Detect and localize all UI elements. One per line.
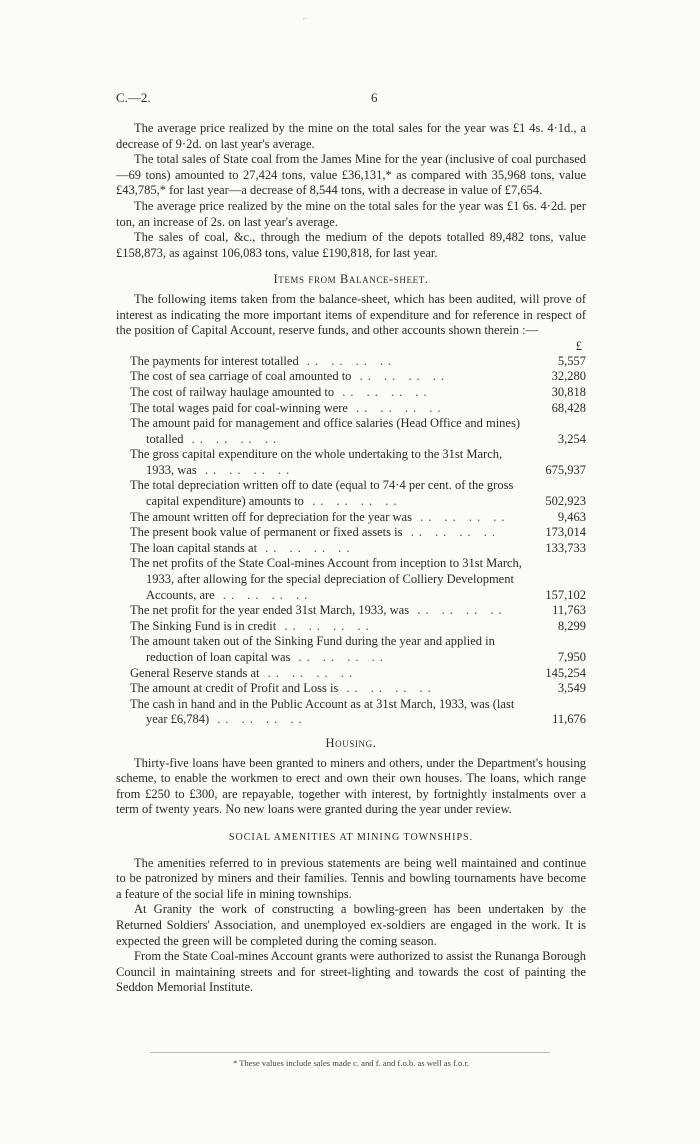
paragraph: The average price realized by the mine on the total sales for the year was £1 6s. 4·2d. per ton, an increase of 2s. on last year's average. bbox=[116, 198, 586, 229]
balance-item bbox=[116, 369, 586, 385]
balance-item-label: The Sinking Fund is in credit .. .. .. .. bbox=[130, 618, 374, 633]
dot-leaders: .. .. .. .. bbox=[276, 618, 374, 633]
dot-leaders: .. .. .. .. bbox=[214, 587, 313, 602]
balance-item bbox=[116, 447, 586, 478]
balance-items-list bbox=[116, 339, 586, 728]
amenities-paragraph: The amenities referred to in previous statements are being well maintained and continue to be patronized by miners and their families. Tennis and bowling tournaments have become a feature of the social life in mining townships. bbox=[116, 855, 586, 901]
balance-item-label: The amount at credit of Profit and Loss is .. .. .. .. bbox=[130, 681, 436, 696]
balance-item-label: The present book value of permanent or fixed assets is .. .. .. .. bbox=[130, 525, 500, 540]
top-mark: ⌐ bbox=[303, 14, 308, 23]
paragraph: The total sales of State coal from the James Mine for the year (inclusive of coal purchased—69 tons) amounted to 27,424 tons, value £36,131,* as compared with 35,968 tons, value £43,785,* for last year—a decrease of 8,544 tons, with a decrease in value of £7,654. bbox=[116, 152, 586, 198]
balance-item bbox=[116, 416, 586, 447]
balance-item bbox=[116, 681, 586, 697]
housing-paragraph: Thirty-five loans have been granted to miners and others, under the Department's housing scheme, to enable the workmen to erect and own their own houses. The loans, which range from £250 to £300, are repayable, together with interest, by fortnightly instalments over a term of twenty years. No new loans were granted during the year under review. bbox=[116, 755, 586, 817]
balance-item-label: The total depreciation written off to date (equal to 74·4 per cent. of the gross capital expenditure) amounts to .. .. .. .. bbox=[130, 478, 514, 509]
amenities-paragraph: From the State Coal-mines Account grants were authorized to assist the Runanga Borough Council in maintaining streets and for street-lighting and towards the cost of painting the Seddon Memorial Institute. bbox=[116, 949, 586, 995]
balance-item bbox=[116, 666, 586, 682]
balance-item-label: The loan capital stands at .. .. .. .. bbox=[130, 540, 355, 555]
paragraph: The average price realized by the mine on the total sales for the year was £1 4s. 4·1d., a decrease of 9·2d. on last year's average. bbox=[116, 121, 586, 151]
balance-item-value: 173,014 bbox=[545, 525, 586, 540]
balance-item-label: The cash in hand and in the Public Account as at 31st March, 1933, was (last year £6,784) .. .. .. .. bbox=[130, 696, 515, 727]
section-heading-housing: Housing. bbox=[325, 735, 377, 750]
balance-item-label: General Reserve stands at .. .. .. .. bbox=[130, 665, 357, 680]
section-heading-amenities: SOCIAL AMENITIES AT MINING TOWNSHIPS. bbox=[228, 831, 474, 843]
balance-item bbox=[116, 510, 586, 526]
dot-leaders: .. .. .. .. bbox=[290, 650, 388, 664]
balance-item-value: 157,102 bbox=[545, 587, 586, 602]
dot-leaders: .. .. .. .. bbox=[259, 665, 357, 680]
balance-item-value: 7,950 bbox=[557, 650, 586, 664]
balance-item bbox=[116, 697, 586, 728]
balance-item-label: The cost of railway haulage amounted to .. .. .. .. bbox=[130, 384, 432, 399]
section-heading-balance: Items from Balance-sheet. bbox=[273, 272, 429, 287]
dot-leaders: .. .. .. .. bbox=[257, 540, 355, 555]
balance-item bbox=[116, 478, 586, 509]
dot-leaders: .. .. .. .. bbox=[409, 603, 507, 618]
page-content bbox=[116, 121, 586, 996]
document-code: C.—2. bbox=[116, 90, 151, 105]
balance-item bbox=[116, 634, 586, 665]
balance-item-label: The amount paid for management and office salaries (Head Office and mines) totalled .. .. .. .. bbox=[130, 416, 521, 446]
balance-item bbox=[116, 541, 586, 557]
balance-item-label: The payments for interest totalled .. .. .. .. bbox=[130, 353, 397, 368]
balance-item-label: The gross capital expenditure on the whole undertaking to the 31st March, 1933, was .. .. .. .. bbox=[130, 447, 503, 477]
balance-item bbox=[116, 619, 586, 635]
dot-leaders: .. .. .. .. bbox=[338, 681, 436, 696]
dot-leaders: .. .. .. .. bbox=[196, 462, 295, 477]
balance-item bbox=[116, 603, 586, 619]
page-header bbox=[116, 90, 586, 108]
balance-item-value: 32,280 bbox=[551, 369, 586, 384]
balance-item-value: 502,923 bbox=[545, 494, 586, 509]
footnote-divider bbox=[150, 1052, 550, 1053]
balance-item-label: The amount taken out of the Sinking Fund during the year and applied in reduction of loan capital was .. .. .. .. bbox=[130, 634, 495, 664]
balance-intro: The following items taken from the balance-sheet, which has been audited, will prove of interest as indicating the more important items of expenditure and for reference in respect of the position of Capital Account, reserve funds, and other accounts shown therein :— bbox=[116, 291, 586, 338]
balance-item bbox=[116, 525, 586, 541]
balance-item-value: 11,763 bbox=[552, 603, 586, 618]
dot-leaders: .. .. .. .. bbox=[347, 400, 446, 415]
dot-leaders: .. .. .. .. bbox=[402, 525, 500, 540]
dot-leaders: .. .. .. .. bbox=[298, 353, 397, 368]
balance-item-value: 8,299 bbox=[557, 618, 586, 633]
balance-item bbox=[116, 556, 586, 603]
balance-item bbox=[116, 385, 586, 401]
dot-leaders: .. .. .. .. bbox=[411, 509, 510, 524]
balance-item-label: The amount written off for depreciation for the year was .. .. .. .. bbox=[130, 509, 510, 524]
page-number: 6 bbox=[371, 90, 378, 105]
balance-item-value: 11,676 bbox=[552, 712, 586, 727]
balance-item bbox=[116, 354, 586, 370]
balance-item-value: 30,818 bbox=[551, 384, 586, 399]
balance-item-label: The total wages paid for coal-winning were .. .. .. .. bbox=[130, 400, 446, 415]
balance-item-value: 145,254 bbox=[545, 665, 586, 680]
dot-leaders: .. .. .. .. bbox=[334, 384, 432, 399]
balance-item bbox=[116, 401, 586, 417]
paragraph: The sales of coal, &c., through the medium of the depots totalled 89,482 tons, value £158,873, as against 106,083 tons, value £190,818, for last year. bbox=[116, 230, 586, 260]
footnote: * These values include sales made c. and f. and f.o.b. as well as f.o.r. bbox=[232, 1058, 470, 1068]
balance-item-label: The cost of sea carriage of coal amounted to .. .. .. .. bbox=[130, 369, 449, 384]
balance-item-value: 9,463 bbox=[557, 509, 586, 524]
dot-leaders: .. .. .. .. bbox=[351, 369, 449, 384]
balance-item-value: 133,733 bbox=[545, 540, 586, 555]
balance-item-value: 3,254 bbox=[557, 431, 586, 446]
currency-unit: £ bbox=[575, 338, 582, 353]
balance-item-label: The net profit for the year ended 31st March, 1933, was .. .. .. .. bbox=[130, 603, 507, 618]
balance-item-label: The net profits of the State Coal-mines Account from inception to 31st March, 1933, after allowing for the special depreciation of Colliery Development Accounts, are .. .. .. .. bbox=[130, 556, 522, 602]
balance-item-value: 675,937 bbox=[545, 462, 586, 477]
balance-item-value: 5,557 bbox=[557, 353, 586, 368]
balance-item-value: 68,428 bbox=[551, 400, 586, 415]
dot-leaders: .. .. .. .. bbox=[183, 431, 281, 446]
balance-item-value: 3,549 bbox=[557, 681, 586, 696]
dot-leaders: .. .. .. .. bbox=[209, 712, 307, 727]
dot-leaders: .. .. .. .. bbox=[303, 494, 402, 509]
amenities-paragraph: At Granity the work of constructing a bowling-green has been undertaken by the Returned Soldiers' Association, and unemployed ex-soldiers are engaged in the work. It is expected the green will be completed during the coming season. bbox=[116, 902, 586, 948]
